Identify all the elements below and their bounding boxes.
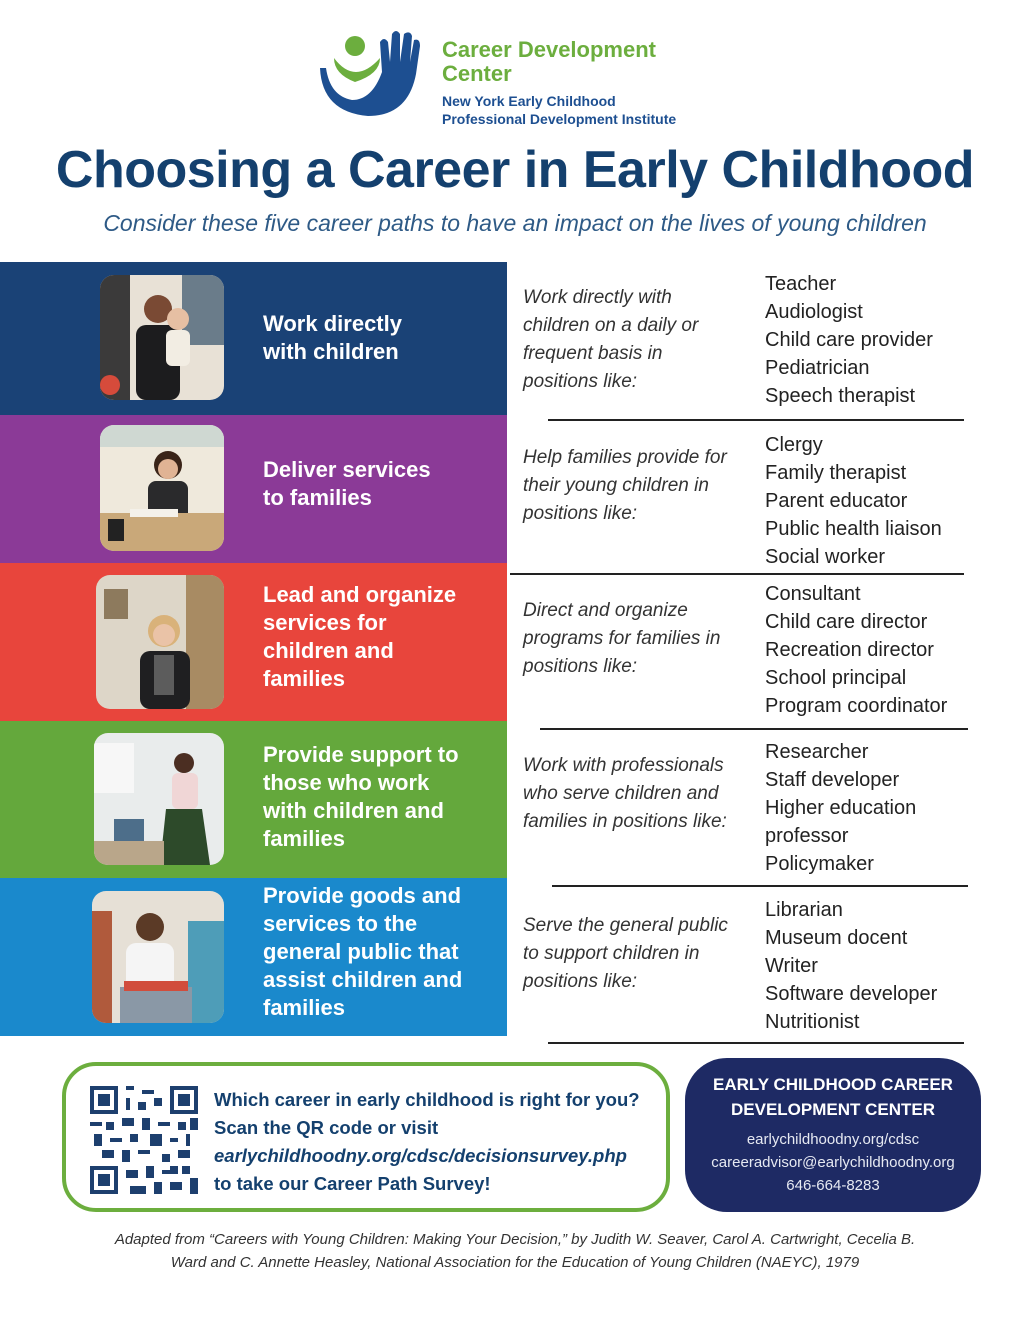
- job-item: Higher education: [765, 797, 917, 819]
- description-line: Work directly with: [523, 287, 672, 308]
- job-item: professor: [765, 825, 849, 847]
- job-list: [765, 580, 965, 720]
- description-line: Work with professionals: [523, 755, 724, 776]
- hand-logo-icon: [316, 28, 432, 120]
- brand-org: New York Early Childhood: [442, 93, 616, 109]
- job-item: Staff developer: [765, 769, 900, 791]
- contact-title-line: DEVELOPMENT CENTER: [730, 1100, 936, 1119]
- description-line: positions like:: [523, 656, 638, 677]
- job-item: Child care director: [765, 611, 928, 633]
- contact-website-link[interactable]: earlychildhoodny.org/cdsc: [746, 1131, 920, 1148]
- description-line: positions like:: [523, 971, 638, 992]
- brand-logo: [316, 28, 716, 132]
- job-item: Policymaker: [765, 853, 874, 875]
- job-item: Audiologist: [765, 301, 863, 323]
- photo-woman-at-desk: [100, 425, 224, 551]
- contact-phone: 646-664-8283: [786, 1177, 880, 1194]
- description-line: who serve children and: [523, 783, 719, 804]
- career-path-description: [523, 752, 748, 836]
- description-line: positions like:: [523, 503, 638, 524]
- career-path-title-line: Deliver services: [263, 457, 431, 482]
- career-path-title-line: families: [263, 826, 345, 851]
- job-item: Recreation director: [765, 639, 934, 661]
- description-line: frequent basis in: [523, 343, 663, 364]
- career-path-title-line: Lead and organize: [263, 582, 457, 607]
- job-item: Nutritionist: [765, 1011, 860, 1033]
- contact-box: [685, 1058, 981, 1212]
- divider: [548, 1042, 964, 1044]
- contact-info: [685, 1128, 981, 1197]
- photo-director-in-office: [96, 575, 224, 709]
- job-item: Researcher: [765, 741, 869, 763]
- survey-callout: [62, 1062, 670, 1212]
- job-item: Clergy: [765, 434, 823, 456]
- job-item: Librarian: [765, 899, 843, 921]
- job-item: Social worker: [765, 546, 886, 568]
- career-path-title-line: with children and: [263, 798, 444, 823]
- career-path-description: [523, 444, 748, 528]
- career-path-title-line: Provide support to: [263, 742, 459, 767]
- job-item: Pediatrician: [765, 357, 870, 379]
- job-item: Public health liaison: [765, 518, 942, 540]
- job-list: [765, 896, 965, 1036]
- job-list: [765, 431, 965, 571]
- career-path-title: [263, 456, 498, 512]
- job-item: Consultant: [765, 583, 861, 605]
- career-path-title: [263, 882, 498, 1022]
- description-line: children on a daily or: [523, 315, 699, 336]
- survey-question: Which career in early childhood is right for you?: [214, 1089, 640, 1110]
- page-title: Choosing a Career in Early Childhood: [55, 141, 975, 199]
- career-path-title: [263, 310, 498, 366]
- divider: [548, 419, 964, 421]
- job-item: Teacher: [765, 273, 837, 295]
- survey-link[interactable]: earlychildhoodny.org/cdsc/decisionsurvey.php: [214, 1145, 627, 1166]
- photo-trainer-presenting: [94, 733, 224, 865]
- brand-name: Career Development: [442, 37, 656, 62]
- job-item: Parent educator: [765, 490, 908, 512]
- career-path-title-line: services for: [263, 610, 387, 635]
- divider: [540, 728, 968, 730]
- job-item: Speech therapist: [765, 385, 916, 407]
- description-line: positions like:: [523, 371, 638, 392]
- job-item: Museum docent: [765, 927, 908, 949]
- contact-title-line: EARLY CHILDHOOD CAREER: [713, 1075, 953, 1094]
- source-credit: [70, 1228, 960, 1274]
- career-path-band-1: [0, 262, 507, 415]
- job-item: Program coordinator: [765, 695, 948, 717]
- career-path-title-line: to families: [263, 485, 372, 510]
- survey-cta: to take our Career Path Survey!: [214, 1173, 491, 1194]
- photo-teacher-holding-baby: [100, 275, 224, 400]
- job-list: [765, 738, 965, 878]
- job-item: Writer: [765, 955, 818, 977]
- description-line: Help families provide for: [523, 447, 727, 468]
- description-line: programs for families in: [523, 628, 721, 649]
- brand-name-line2: Center: [442, 61, 512, 86]
- description-line: Serve the general public: [523, 915, 728, 936]
- career-path-description: [523, 597, 748, 681]
- description-line: families in positions like:: [523, 811, 727, 832]
- career-path-title-line: Provide goods and: [263, 883, 462, 908]
- career-path-band-3: [0, 563, 507, 721]
- survey-instruction: Scan the QR code or visit: [214, 1117, 439, 1138]
- credit-line: Ward and C. Annette Heasley, National Association for the Education of Young Children (NAEYC), 1979: [170, 1254, 860, 1271]
- career-path-band-4: [0, 721, 507, 878]
- description-line: their young children in: [523, 475, 709, 496]
- career-path-title-line: families: [263, 666, 345, 691]
- contact-email-link[interactable]: careeradvisor@earlychildhoodny.org: [711, 1154, 955, 1171]
- job-item: Child care provider: [765, 329, 933, 351]
- job-list: [765, 270, 965, 410]
- divider: [510, 573, 964, 575]
- career-path-description: [523, 284, 748, 396]
- career-path-band-5: [0, 878, 507, 1036]
- career-path-title-line: families: [263, 995, 345, 1020]
- career-path-title-line: assist children and: [263, 967, 463, 992]
- career-path-title: [263, 741, 498, 853]
- contact-title: [685, 1072, 981, 1122]
- photo-librarian-with-cart: [92, 891, 224, 1023]
- job-item: School principal: [765, 667, 907, 689]
- career-path-title: [263, 581, 498, 693]
- page-subtitle: Consider these five career paths to have an impact on the lives of young children: [103, 210, 927, 236]
- career-path-title-line: services to the: [263, 911, 418, 936]
- brand-org-line2: Professional Development Institute: [442, 111, 677, 127]
- career-path-title-line: with children: [263, 339, 399, 364]
- qr-code-icon[interactable]: [90, 1086, 198, 1194]
- description-line: Direct and organize: [523, 600, 688, 621]
- career-path-title-line: children and: [263, 638, 394, 663]
- career-path-description: [523, 912, 748, 996]
- career-path-band-2: [0, 415, 507, 563]
- description-line: to support children in: [523, 943, 700, 964]
- survey-text: [214, 1086, 664, 1198]
- career-path-title-line: those who work: [263, 770, 430, 795]
- job-item: Family therapist: [765, 462, 907, 484]
- credit-line: Adapted from “Careers with Young Children: Making Your Decision,” by Judith W. Seaver, Carol A. Cartwright, Cecelia B.: [114, 1231, 916, 1248]
- career-path-title-line: Work directly: [263, 311, 402, 336]
- job-item: Software developer: [765, 983, 938, 1005]
- career-path-title-line: general public that: [263, 939, 459, 964]
- divider: [552, 885, 968, 887]
